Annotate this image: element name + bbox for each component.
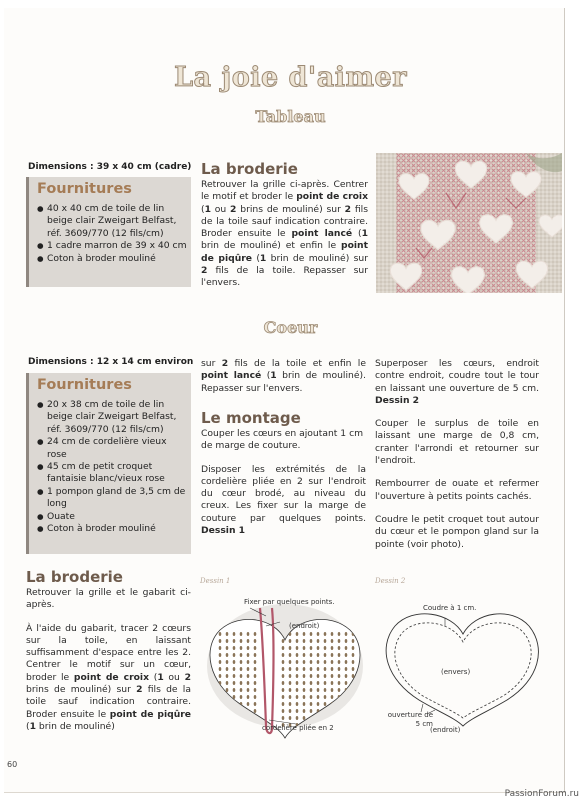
stitch-dot: [338, 667, 341, 671]
stitch-dot: [338, 723, 341, 727]
stitch-dot: [282, 646, 285, 650]
stitch-dot: [296, 646, 299, 650]
stitch-dot: [345, 632, 348, 636]
stitch-dot: [233, 639, 236, 643]
stitch-dot: [324, 702, 327, 706]
stitch-dot: [226, 688, 229, 692]
stitch-dot: [331, 716, 334, 720]
stitch-dot: [310, 709, 313, 713]
stitch-dot: [226, 716, 229, 720]
drawing2-note-envers: (envers): [441, 668, 471, 676]
stitch-dot: [233, 723, 236, 727]
stitch-dot: [303, 660, 306, 664]
stitch-dot: [303, 632, 306, 636]
stitch-dot: [296, 709, 299, 713]
stitch-dot: [324, 674, 327, 678]
stitch-dot: [303, 695, 306, 699]
stitch-dot: [289, 688, 292, 692]
stitch-dot: [247, 632, 250, 636]
stitch-dot: [296, 695, 299, 699]
fournitures-title: Fournitures: [37, 181, 132, 197]
stitch-dot: [254, 681, 257, 685]
stitch-dot: [247, 639, 250, 643]
stitch-dot: [317, 632, 320, 636]
stitch-dot: [317, 695, 320, 699]
drawing1-label: Dessin 1: [200, 577, 231, 585]
stitch-dot: [240, 723, 243, 727]
stitch-dot: [296, 688, 299, 692]
stitch-dot: [324, 681, 327, 685]
drawing2-label: Dessin 2: [375, 577, 406, 585]
stitch-dot: [296, 632, 299, 636]
stitch-dot: [219, 639, 222, 643]
stitch-dot: [247, 681, 250, 685]
stitch-dot: [303, 681, 306, 685]
stitch-dot: [303, 702, 306, 706]
stitch-dot: [254, 667, 257, 671]
stitch-dot: [233, 695, 236, 699]
stitch-dot: [317, 646, 320, 650]
stitch-dot: [282, 660, 285, 664]
montage-paragraph: Couper les cœurs en ajoutant 1 cm de marge de couture.: [201, 428, 364, 452]
stitch-dot: [310, 674, 313, 678]
stitch-dot: [338, 674, 341, 678]
broderie-paragraph: À l'aide du gabarit, tracer 2 cœurs sur la toile, en laissant suffisamment d'espace entre les 2. Centrer le motif sur un cœur, broder le point de croix (1 ou 2 brins de mouliné) sur 2 fils de la toile sauf indication contraire. Broder ensuite le point de piqûre (1 brin de mouliné): [26, 622, 191, 732]
stitch-dot: [240, 660, 243, 664]
stitch-dot: [254, 674, 257, 678]
stitch-dot: [226, 653, 229, 657]
stitch-dot: [317, 667, 320, 671]
stitch-dot: [226, 667, 229, 671]
stitch-dot: [247, 660, 250, 664]
stitch-dot: [317, 702, 320, 706]
stitch-dot: [219, 667, 222, 671]
stitch-dot: [296, 681, 299, 685]
stitch-dot: [317, 639, 320, 643]
stitch-dot: [345, 660, 348, 664]
stitch-dot: [289, 646, 292, 650]
stitch-dot: [331, 688, 334, 692]
stitch-dot: [310, 660, 313, 664]
montage-paragraph: Disposer les extrémités de la cordelière pliée en 2 sur l'endroit du cœur brodé, au niveau du creux. Les fixer sur la marge de couture par quelques points. Dessin 1: [201, 463, 366, 537]
stitch-dot: [331, 695, 334, 699]
fournitures-item: ● 20 x 38 cm de toile de lin beige clair Zweigart Belfast, réf. 3609/770 (12 fils/cm): [37, 399, 187, 436]
section2-col2-text: sur 2 fils de la toile et enfin le point lancé (1 brin de mouliné). Repasser sur l'envers.: [201, 358, 366, 394]
montage-text: [201, 428, 366, 537]
stitch-dot: [282, 639, 285, 643]
montage-title: Le montage: [201, 409, 301, 427]
stitch-dot: [352, 639, 355, 643]
stitch-dot: [352, 709, 355, 713]
stitch-dot: [233, 653, 236, 657]
fournitures-title: Fournitures: [37, 377, 132, 393]
stitch-dot: [226, 632, 229, 636]
stitch-dot: [289, 674, 292, 678]
stitch-dot: [289, 639, 292, 643]
stitch-dot: [317, 660, 320, 664]
stitch-dot: [338, 632, 341, 636]
stitch-dot: [254, 695, 257, 699]
stitch-dot: [296, 660, 299, 664]
stitch-dot: [219, 632, 222, 636]
stitch-dot: [338, 716, 341, 720]
stitch-dot: [219, 702, 222, 706]
section1-broderie-text: Retrouver la grille ci-après. Centrer le motif et broder le point de croix (1 ou 2 brins de mouliné) sur 2 fils de la toile sauf indication contraire. Broder ensuite le point lancé (1 brin de mouliné) et enfin le point de piqûre (1 brin de mouliné) sur 2 fils de la toile. Repasser sur l'envers.: [201, 179, 368, 289]
stitch-dot: [338, 688, 341, 692]
stitch-dot: [317, 674, 320, 678]
drawing1-note-endroit: (endroit): [289, 622, 320, 630]
stitch-dot: [254, 688, 257, 692]
section2-broderie-text: [26, 587, 191, 733]
section2-broderie-title: La broderie: [26, 568, 123, 586]
stitch-dot: [352, 716, 355, 720]
drawing1-note-bottom: cordelière pliée en 2: [262, 724, 334, 732]
stitch-dot: [317, 681, 320, 685]
stitch-dot: [338, 681, 341, 685]
stitch-dot: [282, 716, 285, 720]
stitch-dot: [240, 646, 243, 650]
section2-col3-text: [375, 358, 539, 551]
fournitures-item: ● 40 x 40 cm de toile de lin beige clair Zweigart Belfast, réf. 3609/770 (12 fils/cm): [37, 203, 187, 240]
stitch-dot: [331, 674, 334, 678]
stitch-dot: [247, 688, 250, 692]
stitch-dot: [226, 709, 229, 713]
stitch-dot: [219, 660, 222, 664]
stitch-dot: [331, 667, 334, 671]
stitch-dot: [338, 660, 341, 664]
stitch-dot: [331, 632, 334, 636]
stitch-dot: [233, 688, 236, 692]
stitch-dot: [254, 646, 257, 650]
stitch-dot: [240, 695, 243, 699]
fournitures-item: ● Ouate: [37, 511, 187, 523]
montage-paragraph: Rembourrer de ouate et refermer l'ouverture à petits points cachés.: [375, 478, 539, 502]
stitch-dot: [289, 660, 292, 664]
stitch-dot: [226, 723, 229, 727]
stitch-dot: [233, 681, 236, 685]
stitch-dot: [345, 674, 348, 678]
stitch-dot: [282, 709, 285, 713]
stitch-dot: [324, 667, 327, 671]
stitch-dot: [219, 716, 222, 720]
stitch-dot: [324, 660, 327, 664]
stitch-dot: [331, 681, 334, 685]
stitch-dot: [310, 667, 313, 671]
stitch-dot: [247, 695, 250, 699]
stitch-dot: [352, 723, 355, 727]
stitch-dot: [352, 653, 355, 657]
stitch-dot: [219, 653, 222, 657]
stitch-dot: [310, 702, 313, 706]
section2-fournitures-box: [26, 373, 191, 554]
fournitures-item: ● 24 cm de cordelière vieux rose: [37, 436, 187, 461]
stitch-dot: [338, 639, 341, 643]
stitch-dot: [240, 681, 243, 685]
stitch-dot: [324, 632, 327, 636]
stitch-dot: [303, 688, 306, 692]
stitch-dot: [254, 639, 257, 643]
stitch-dot: [296, 653, 299, 657]
fournitures-item: ● 45 cm de petit croquet fantaisie blanc/vieux rose: [37, 461, 187, 486]
stitch-dot: [324, 695, 327, 699]
stitch-dot: [219, 674, 222, 678]
stitch-dot: [219, 646, 222, 650]
stitch-dot: [282, 674, 285, 678]
section1-dimensions: Dimensions : 39 x 40 cm (cadre): [28, 162, 192, 172]
stitch-dot: [233, 716, 236, 720]
stitch-dot: [345, 653, 348, 657]
stitch-dot: [226, 674, 229, 678]
stitch-dot: [247, 674, 250, 678]
stitch-dot: [324, 688, 327, 692]
stitch-dot: [247, 723, 250, 727]
stitch-dot: [247, 653, 250, 657]
stitch-dot: [310, 632, 313, 636]
stitch-dot: [345, 709, 348, 713]
stitch-dot: [345, 646, 348, 650]
stitch-dot: [289, 681, 292, 685]
section1-broderie-title: La broderie: [201, 160, 298, 178]
stitch-dot: [345, 716, 348, 720]
stitch-dot: [331, 653, 334, 657]
stitch-dot: [296, 639, 299, 643]
stitch-dot: [338, 646, 341, 650]
stitch-dot: [254, 709, 257, 713]
stitch-dot: [303, 646, 306, 650]
stitch-dot: [331, 646, 334, 650]
stitch-dot: [345, 681, 348, 685]
stitch-dot: [240, 653, 243, 657]
stitch-dot: [317, 653, 320, 657]
stitch-dot: [282, 695, 285, 699]
embroidery-photo: [376, 153, 562, 293]
stitch-dot: [345, 639, 348, 643]
stitch-dot: [345, 667, 348, 671]
stitch-dot: [317, 688, 320, 692]
montage-paragraph: Couper le surplus de toile en laissant une marge de 0,8 cm, cranter l'arrondi et retourner sur l'endroit.: [375, 418, 539, 467]
page-number: 60: [7, 760, 18, 769]
page-title: La joie d'aimer: [174, 62, 407, 93]
stitch-dot: [254, 653, 257, 657]
stitch-dot: [254, 702, 257, 706]
stitch-dot: [226, 681, 229, 685]
stitch-dot: [296, 667, 299, 671]
stitch-dot: [296, 674, 299, 678]
stitch-dot: [254, 723, 257, 727]
stitch-dot: [240, 632, 243, 636]
stitch-dot: [233, 674, 236, 678]
stitch-dot: [310, 695, 313, 699]
stitch-dot: [303, 639, 306, 643]
stitch-dot: [233, 646, 236, 650]
stitch-dot: [303, 667, 306, 671]
stitch-dot: [310, 653, 313, 657]
stitch-dot: [352, 702, 355, 706]
stitch-dot: [352, 646, 355, 650]
fournitures-list: [37, 399, 187, 535]
stitch-dot: [289, 702, 292, 706]
stitch-dot: [254, 660, 257, 664]
stitch-dot: [352, 674, 355, 678]
stitch-dot: [296, 702, 299, 706]
stitch-dot: [296, 716, 299, 720]
drawing1-note-top: Fixer par quelques points.: [244, 598, 335, 606]
stitch-dot: [331, 639, 334, 643]
stitch-dot: [352, 660, 355, 664]
stitch-dot: [226, 646, 229, 650]
stitch-dot: [240, 688, 243, 692]
stitch-dot: [282, 681, 285, 685]
section1-subtitle: Tableau: [255, 107, 326, 126]
watermark: PassionForum.ru: [504, 789, 579, 799]
stitch-dot: [324, 653, 327, 657]
stitch-dot: [289, 716, 292, 720]
fournitures-list: [37, 203, 187, 265]
stitch-dot: [282, 667, 285, 671]
stitch-dot: [233, 667, 236, 671]
stitch-dot: [303, 716, 306, 720]
stitch-dot: [240, 667, 243, 671]
stitch-dot: [303, 674, 306, 678]
montage-paragraph: Coudre le petit croquet tout autour du cœur et le pompon gland sur la pointe (voir photo).: [375, 513, 539, 550]
stitch-dot: [310, 646, 313, 650]
drawing2-note-top: Coudre à 1 cm.: [423, 604, 477, 612]
stitch-dot: [303, 653, 306, 657]
stitch-dot: [289, 695, 292, 699]
stitch-dot: [345, 723, 348, 727]
stitch-dot: [282, 653, 285, 657]
stitch-dot: [289, 653, 292, 657]
stitch-dot: [226, 639, 229, 643]
broderie-paragraph: Retrouver la grille et le gabarit ci-après.: [26, 587, 191, 611]
fournitures-item: ● 1 cadre marron de 39 x 40 cm: [37, 240, 187, 252]
section2-dimensions: Dimensions : 12 x 14 cm environ: [28, 357, 194, 367]
stitch-dot: [240, 674, 243, 678]
section1-fournitures-box: [26, 177, 191, 287]
stitch-dot: [338, 653, 341, 657]
stitch-dot: [324, 639, 327, 643]
fournitures-item: ● Coton à broder mouliné: [37, 253, 187, 265]
drawing2-note-ouverture: ouverture de 5 cm: [387, 711, 433, 728]
stitch-dot: [247, 702, 250, 706]
stitch-dot: [282, 702, 285, 706]
stitch-dot: [310, 681, 313, 685]
drawing2-note-endroit: (endroit): [430, 726, 461, 734]
stitch-dot: [247, 667, 250, 671]
stitch-dot: [219, 709, 222, 713]
stitch-dot: [324, 646, 327, 650]
section2-subtitle: Coeur: [263, 318, 318, 337]
montage-paragraph: Superposer les cœurs, endroit contre endroit, coudre tout le tour en laissant une ouverture de 5 cm. Dessin 2: [375, 358, 539, 406]
stitch-dot: [310, 688, 313, 692]
stitch-dot: [247, 646, 250, 650]
stitch-dot: [289, 667, 292, 671]
stitch-dot: [254, 632, 257, 636]
stitch-dot: [219, 723, 222, 727]
stitch-dot: [233, 632, 236, 636]
stitch-dot: [240, 639, 243, 643]
stitch-dot: [352, 667, 355, 671]
stitch-dot: [226, 660, 229, 664]
stitch-dot: [310, 639, 313, 643]
stitch-dot: [303, 709, 306, 713]
stitch-dot: [233, 660, 236, 664]
stitch-dot: [331, 660, 334, 664]
fournitures-item: ● Coton à broder mouliné: [37, 523, 187, 535]
stitch-dot: [282, 688, 285, 692]
fournitures-item: ● 1 pompon gland de 3,5 cm de long: [37, 486, 187, 511]
stitch-dot: [289, 709, 292, 713]
